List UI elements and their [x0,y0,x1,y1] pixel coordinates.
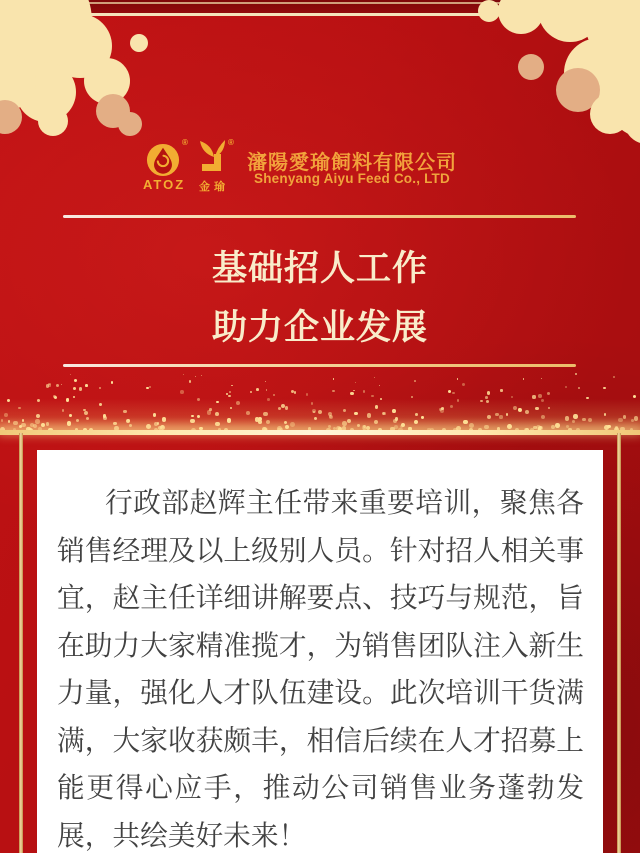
page-title-line2: 助力企业发展 [211,308,428,347]
company-name-english: Shenyang Aiyu Feed Co., LTD [254,171,450,186]
company-name-chinese: 瀋陽愛瑜飼料有限公司 [247,150,457,174]
jinyu-logo-icon [194,140,230,176]
atoz-logo-label: ATOZ [143,177,186,192]
jinyu-logo-label: 金瑜 [199,181,229,193]
gold-sparkle-band [0,370,640,434]
atoz-logo-icon [146,143,180,177]
gold-frame-left [19,433,23,853]
title-rule-top [63,215,576,218]
body-paragraph: 行政部赵辉主任带来重要培训，聚焦各销售经理及以上级别人员。针对招人相关事宜，赵主任详细讲解要点、技巧与规范，旨在助力大家精准揽才，为销售团队注入新生力量，强化人才队伍建设。此次培训干货满满，大家收获颇丰，相信后续在人才招募上能更得心应手，推动公司销售业务蓬勃发展，共绘美好未来！ [57,487,584,851]
page-title-line1: 基础招人工作 [211,249,428,288]
content-panel [37,450,603,853]
title-rule-bottom [63,364,576,367]
gold-frame-right [617,433,621,853]
atoz-reg-mark: ® [182,138,188,147]
gold-glow-line [0,430,640,435]
jinyu-reg-mark: ® [228,138,234,147]
